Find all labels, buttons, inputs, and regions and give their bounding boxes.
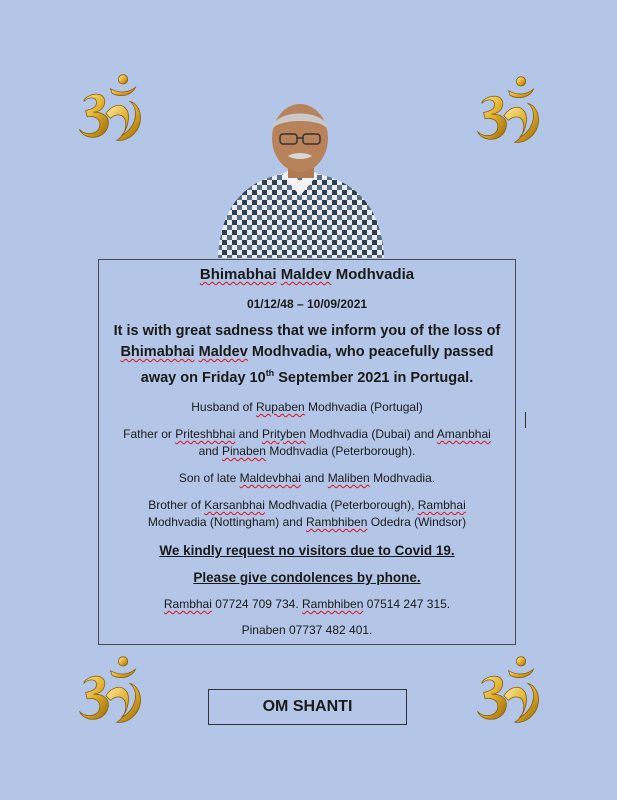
contact-phones: Rambhai 07724 709 734. Rambhiben 07514 247 315. [163,596,451,611]
deceased-name: Bhimabhai Maldev Modhvadia [199,266,415,283]
om-shanti-box: OM SHANTI [208,689,407,725]
portrait-photo [212,100,388,258]
contact-phone-pinaben: Pinaben 07737 482 401. [241,622,373,637]
brother-line: Brother of Karsanbhai Modhvadia (Peterborough), Rambhai Modhvadia (Nottingham) and Rambhiben Odedra (Windsor) [147,497,467,529]
om-symbol-icon [70,652,148,730]
husband-line: Husband of Rupaben Modhvadia (Portugal) [191,399,423,414]
son-line: Son of late Maldevbhai and Maliben Modhvadia. [178,470,436,485]
obituary-notice [98,259,516,645]
om-symbol-icon [70,70,148,148]
om-symbol-icon [468,652,546,730]
text-cursor [525,412,526,428]
father-line: Father or Priteshbhai and Prityben Modhvadia (Dubai) and Amanbhai and Pinaben Modhvadia (Peterborough). [123,426,491,458]
life-dates: 01/12/48 – 10/09/2021 [246,297,368,311]
announcement-text: It is with great sadness that we inform you of the loss of Bhimabhai Maldev Modhvadia, who peacefully passed away on Friday 10th September 2021 in Portugal. [113,323,501,386]
no-visitors-notice: We kindly request no visitors due to Covid 19. [159,542,455,558]
om-symbol-icon [468,72,546,150]
condolences-notice: Please give condolences by phone. [193,569,421,585]
